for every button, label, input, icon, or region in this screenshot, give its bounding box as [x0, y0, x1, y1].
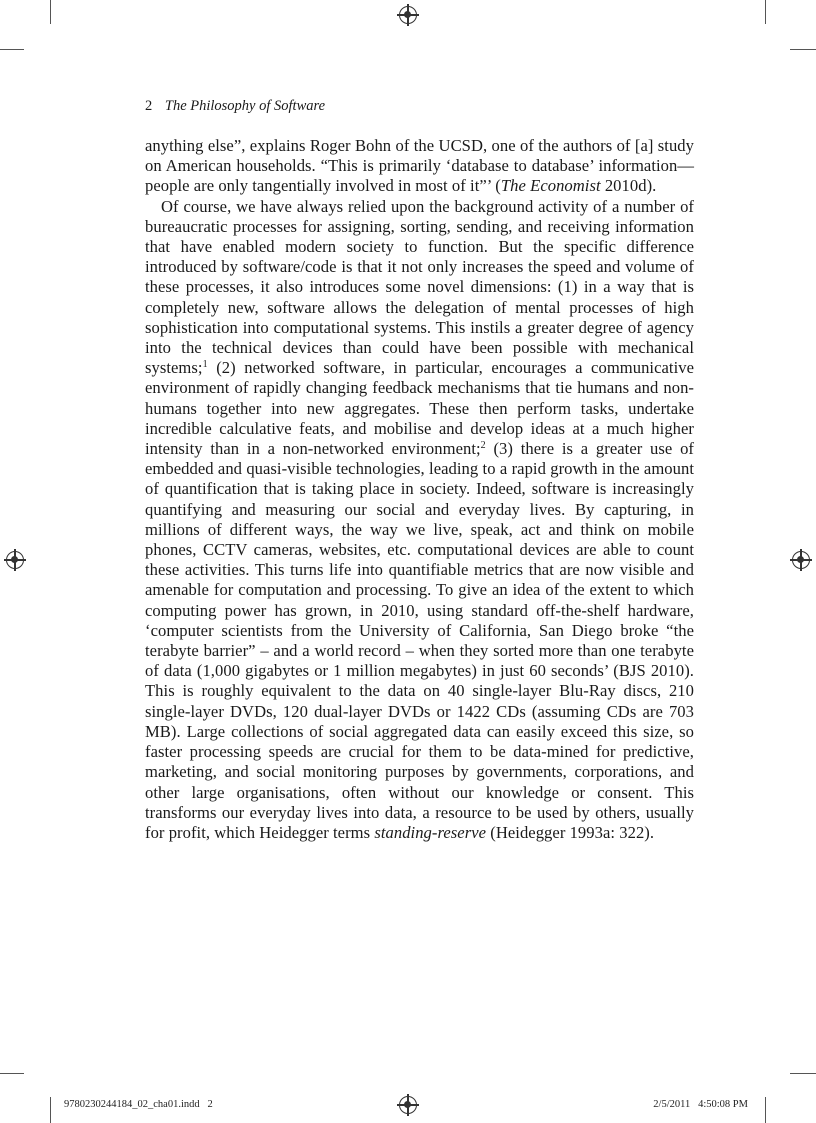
crop-mark: [765, 1097, 766, 1123]
source-title: The Economist: [500, 176, 601, 196]
registration-mark-icon: [399, 6, 417, 24]
crop-mark: [50, 0, 51, 24]
running-head: [145, 98, 325, 115]
registration-mark-icon: [399, 1096, 417, 1114]
crop-mark: [765, 0, 766, 24]
book-title: The Philosophy of Software: [164, 98, 326, 114]
crop-mark: [790, 1073, 816, 1074]
crop-mark: [790, 49, 816, 50]
paragraph: anything else”, explains Roger Bohn of the UCSD, one of the authors of [a] study on American households. “This is primarily ‘database to database’ information—people are only tangentially involved in most of it”’ (The Economist 2010d).: [145, 136, 694, 196]
term-standing-reserve: standing-reserve: [374, 822, 487, 842]
slug-filename: 9780230244184_02_cha01.indd 2: [64, 1099, 213, 1110]
registration-mark-icon: [6, 551, 24, 569]
crop-mark: [0, 1073, 24, 1074]
body-text: [145, 136, 694, 843]
registration-mark-icon: [792, 551, 810, 569]
page-number: 2: [145, 98, 153, 114]
slug-timestamp: 2/5/2011 4:50:08 PM: [653, 1099, 748, 1110]
paragraph: Of course, we have always relied upon the background activity of a number of bureaucratic processes for assigning, sorting, sending, and receiving information that have enabled modern society to function. But the specific difference introduced by software/code is that it not only increases the speed and volume of these processes, it also introduces some novel dimensions: (1) in a way that is completely new, software allows the delegation of mental processes of high sophistication into computational systems. This instils a greater degree of agency into the technical devices than could have been possible with mechanical systems;$^1$ (2) networked software, in particular, encourages a communicative environment of rapidly changing feedback mechanisms that tie humans and non-humans together into new aggregates. These then perform tasks, undertake incredible calculative feats, and mobilise and develop ideas at a much higher intensity than in a non-networked environment;$^2$ (3) there is a greater use of embedded and quasi-visible technologies, leading to a rapid growth in the amount of quantification that is taking place in society. Indeed, software is increasingly quantifying and measuring our social and everyday lives. By capturing, in millions of different ways, the way we live, speak, act and think on mobile phones, CCTV cameras, websites, etc. computational devices are able to count these activities. This turns life into quantifiable metrics that are now visible and amenable for computation and processing. To give an idea of the extent to which computing power has grown, in 2010, using standard off-the-shelf hardware, ‘computer scientists from the University of California, San Diego broke “the terabyte barrier” – and a world record – when they sorted more than one terabyte of data (1,000 gigabytes or 1 million megabytes) in just 60 seconds’ (BJS 2010). This is roughly equivalent to the data on 40 single-layer Blu-Ray discs, 210 single-layer DVDs, 120 dual-layer DVDs or 1422 CDs (assuming CDs are 703 MB). Large collections of social aggregated data can easily exceed this size, so faster processing speeds are crucial for them to be data-mined for predictive, marketing, and social monitoring purposes by governments, corporations, and other large organisations, often without our knowledge or consent. This transforms our everyday lives into data, a resource to be used by others, usually for profit, which Heidegger terms standing-reserve (Heidegger 1993a: 322).: [145, 196, 694, 842]
footnote-ref[interactable]: 2: [480, 440, 486, 452]
crop-mark: [50, 1097, 51, 1123]
crop-mark: [0, 49, 24, 50]
footnote-ref[interactable]: 1: [202, 359, 208, 371]
